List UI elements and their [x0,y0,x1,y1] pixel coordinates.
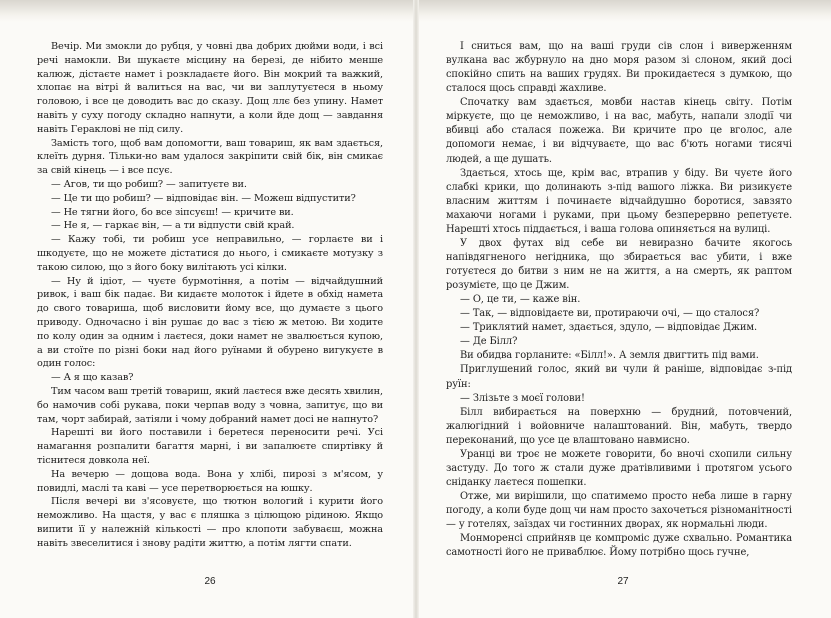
page-number-left: 26 [204,576,216,587]
paragraph: Вечір. Ми змокли до рубця, у човні два добрих дюйми води, і всі речі намокли. Ви шукаєте місцину на березі, де нібито менше калюж, дістаєте намет і розкладаєте його. Він мокрий та важкий, хлопає на вітрі й валиться на вас, чи ви заплутуєтеся в ньому головою, і все це доводить вас до сказу. Дощ ллє без упину. Намет навіть у суху погоду складно напнути, а коли йде дощ — завдання навіть Гераклові не під силу. [37,41,383,135]
paragraph: Тим часом ваш третій товариш, який лаєтеся вже десять хвилин, бо намочив собі рукава, поки черпав воду з човна, запитує, що ви там, чорт забирай, затіяли і чому добраний намет досі не напнуто? [37,385,383,425]
paragraph: Білл вибирається на поверхню — брудний, потовчений, жалюгідний і войовниче налаштований. Він, мабуть, твердо переконаний, що усе це влаштовано навмисно. [446,406,792,446]
paragraph: — Не тягни його, бо все зіпсуєш! — кричите ви. [51,206,294,218]
paragraph: — Агов, ти що робиш? — запитуєте ви. [51,178,247,190]
book-gutter [413,0,419,618]
paragraph: — Де Білл? [460,336,518,348]
right-page-text [446,40,792,560]
paragraph: Уранці ви троє не можете говорити, бо вночі схопили сильну застуду. До того ж стали дуже дратівливими і протягом усього сніданку лаєтеся пошепки. [446,448,792,488]
paragraph: — А я що казав? [51,372,134,384]
paragraph: — О, це ти, — каже він. [460,294,581,306]
paragraph: Замість того, щоб вам допомогти, ваш товариш, як вам здається, клеїть дурня. Тільки-но вам удалося закріпити свій бік, він смикає за свій кінець — і все псує. [37,137,383,177]
paragraph: Спочатку вам здається, мовби настав кінець світу. Потім міркуєте, що це неможливо, і на вас, мабуть, напали злодії чи вбивці або сталася пожежа. Ви кричите про це вголос, але допомоги немає, і ви відчуваєте, що вас б'ють ногами тисячі людей, а ще душать. [446,97,792,165]
left-page-text [37,40,383,560]
paragraph: — Злізьте з моєї голови! [460,392,585,404]
paragraph: І сниться вам, що на ваші груди сів слон і виверженням вулкана вас жбурнуло на дно моря разом зі слоном, який досі спокійно спить на ваших грудях. Ви прокидаєтеся з думкою, що сталося щось справді жахливе. [446,41,792,95]
paragraph: — Це ти що робиш? — відповідає він. — Можеш відпустити? [51,192,356,204]
paragraph: На вечерю — дощова вода. Вона у хлібі, пирозі з м'ясом, у повидлі, маслі та каві — усе перетворюється на юшку. [37,468,383,494]
paragraph: Отже, ми вирішили, що спатимемо просто неба лише в гарну погоду, а коли буде дощ чи нам просто захочеться різноманітності — у готелях, заїздах чи гостинних дворах, як нормальні люди. [446,491,792,531]
paragraph: Монморенсі сприйняв це компроміс дуже схвально. Романтика самотності його не приваблює. Йому потрібно щось гучне, [446,533,792,559]
paragraph: — Ну й ідіот, — чуєте бурмотіння, а потім — відчайдушний ривок, і ваш бік падає. Ви кидаєте молоток і йдете в обхід намета до свого товариша, щоб висловити йому все, що думаєте з цього приводу. Одночасно і він рушає до вас з тією ж метою. Ви ходите по колу один за одним і лаєтеся, доки намет не звалюється купою, а ви стоїте по різні боки над його руїнами й обурено вигукуєте в один голос: [37,275,383,370]
paragraph: Приглушений голос, який ви чули й раніше, відповідає з-під руїн: [446,364,792,390]
paragraph: Здається, хтось ще, крім вас, втрапив у біду. Ви чуєте його слабкі крики, що долинають з-під вашого ліжка. Ви ризикуєте власним життям і починаєте відчайдушно боротися, завзято махаючи ногами і руками, при цьому безперервно репетуєте. Нарешті хтось піддається, і ваша голова опиняється на вулиці. [446,167,792,235]
paragraph: Ви обидва горланите: «Білл!». А земля двигтить під вами. [460,350,759,362]
paragraph: — Так, — відповідаєте ви, протираючи очі, — що сталося? [460,308,760,320]
paragraph: — Кажу тобі, ти робиш усе неправильно, — горлаєте ви і шкодуєте, що не можете дістатися до нього, і смикаєте мотузку з такою силою, що з його боку вилітають усі кілки. [37,234,383,273]
paragraph: У двох футах від себе ви невиразно бачите якогось напівдягненого негідника, що збирається вас убити, і вже готуєтеся до битви з ним не на життя, а на смерть, як раптом розумієте, що це Джим. [446,237,792,292]
paragraph: — Не я, — гаркає він, — а ти відпусти свій край. [51,220,295,232]
paragraph: — Триклятий намет, здається, здуло, — відповідає Джим. [460,322,758,334]
paragraph: Після вечері ви з'ясовуєте, що тютюн вологий і курити його неможливо. На щастя, у вас є пляшка з цілющою рідиною. Якщо випити її у належній кількості — про клопоти забуваєш, можна навіть звеселитися і знову радіти життю, а потім лягти спати. [37,496,383,549]
paragraph: Нарешті ви його поставили і беретеся переносити речі. Усі намагання розпалити багаття марні, і ви запалюєте спиртівку й тіснитеся довкола неї. [37,427,383,466]
page-number-right: 27 [617,576,629,587]
